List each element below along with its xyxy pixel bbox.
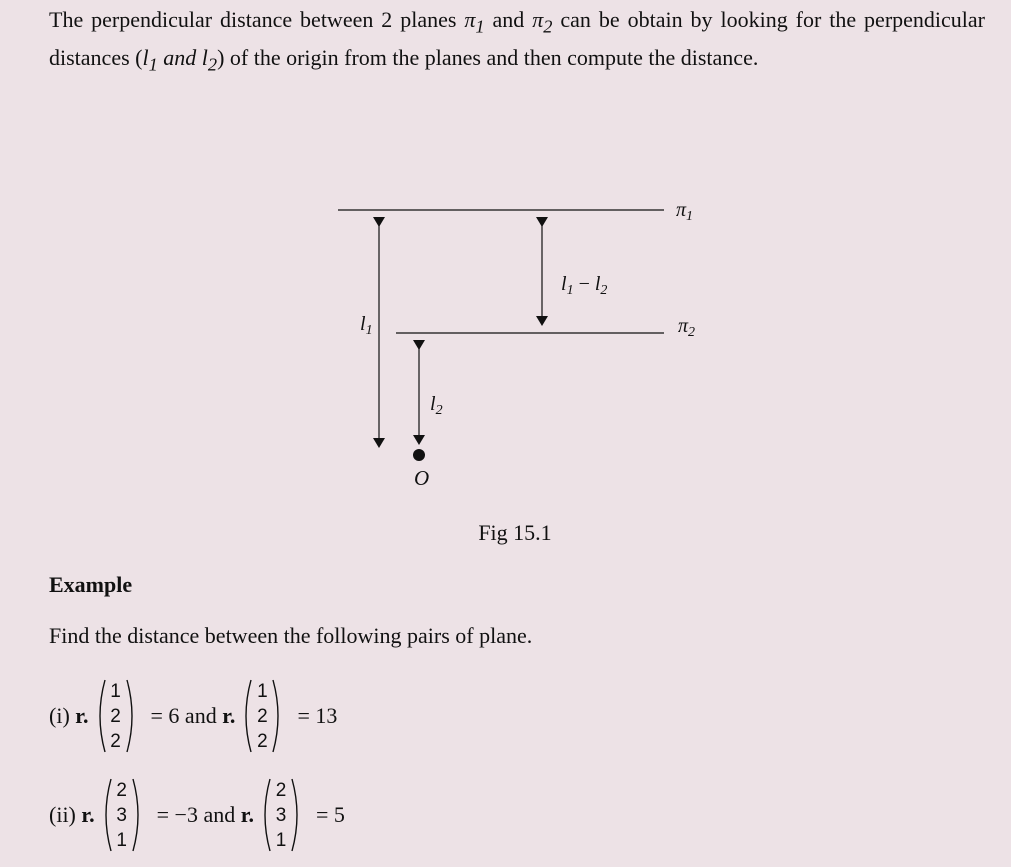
example-question: Find the distance between the following pairs of plane. xyxy=(49,623,533,648)
pi1-letter: π xyxy=(464,7,476,32)
equation-2-column-vector-b xyxy=(258,777,304,853)
pi2-letter: π xyxy=(532,7,544,32)
right-paren-icon xyxy=(131,777,145,853)
vector-entries xyxy=(113,778,131,853)
pi1-subscript: 1 xyxy=(475,16,485,37)
intro-text-b: and xyxy=(484,7,533,32)
equation-2-column-vector-a xyxy=(99,777,145,853)
l1-subscript: 1 xyxy=(148,54,158,75)
equation-2-r-vector-2: r. xyxy=(240,802,254,827)
equation-1-column-vector-b xyxy=(239,678,285,754)
vector-entry: 1 xyxy=(116,829,127,851)
equation-2 xyxy=(49,777,345,853)
vector-entries xyxy=(107,679,125,754)
vector-entry: 2 xyxy=(110,730,121,752)
vector-entry: 1 xyxy=(275,829,287,851)
equation-1 xyxy=(49,678,337,754)
equation-2-prefix: (ii) xyxy=(49,802,82,827)
figure-caption: Fig 15.1 xyxy=(478,520,552,545)
left-paren-icon xyxy=(239,678,253,754)
vector-entries xyxy=(253,679,271,754)
intro-text-a: The perpendicular distance between 2 planes xyxy=(49,7,465,32)
equation-1-r-vector: r. xyxy=(75,703,89,728)
pi2-subscript: 2 xyxy=(543,16,553,37)
vector-entry: 2 xyxy=(116,779,127,801)
equation-2-middle: = −3 and xyxy=(156,802,241,827)
l1-label: $l_1$ xyxy=(360,313,373,338)
and-word: and xyxy=(157,45,202,71)
l2-letter: l xyxy=(201,45,208,71)
equation-1-prefix: (i) xyxy=(49,703,76,728)
equation-2-rhs: = 5 xyxy=(315,802,345,827)
l1-letter: l xyxy=(142,45,149,71)
intro-text-c: can be obtain by looking for the perpendicular distances ( xyxy=(49,7,985,71)
equation-1-rhs: = 13 xyxy=(297,703,338,728)
l2-subscript: 2 xyxy=(207,54,218,75)
intro-text-d: ) of the origin from the planes and then compute the distance. xyxy=(217,45,759,71)
equation-1-r-vector-2: r. xyxy=(222,703,236,728)
vector-entries xyxy=(272,778,290,853)
vector-entry: 2 xyxy=(275,779,287,801)
l1-minus-l2-label: $l_1 - l_2$ xyxy=(561,273,608,298)
vector-entry: 2 xyxy=(110,705,121,727)
origin-label: O xyxy=(414,466,430,490)
l2-label: $l_2$ xyxy=(430,393,443,418)
vector-entry: 2 xyxy=(257,730,268,752)
equation-1-middle: = 6 and xyxy=(150,703,223,728)
vector-entry: 3 xyxy=(116,804,127,826)
right-paren-icon xyxy=(290,777,304,853)
left-paren-icon xyxy=(99,777,113,853)
left-paren-icon xyxy=(258,777,272,853)
right-paren-icon xyxy=(271,678,285,754)
vector-entry: 1 xyxy=(257,680,268,702)
pi1-label: $\pi_1$ xyxy=(676,199,694,224)
vector-entry: 1 xyxy=(110,680,121,702)
origin-point xyxy=(413,449,425,461)
vector-entry: 2 xyxy=(257,705,268,727)
equation-1-column-vector-a xyxy=(93,678,139,754)
equation-2-r-vector: r. xyxy=(81,802,95,827)
vector-entry: 3 xyxy=(275,804,287,826)
right-paren-icon xyxy=(125,678,139,754)
example-heading: Example xyxy=(49,572,133,597)
pi2-label: $\pi_2$ xyxy=(678,315,696,340)
left-paren-icon xyxy=(93,678,107,754)
